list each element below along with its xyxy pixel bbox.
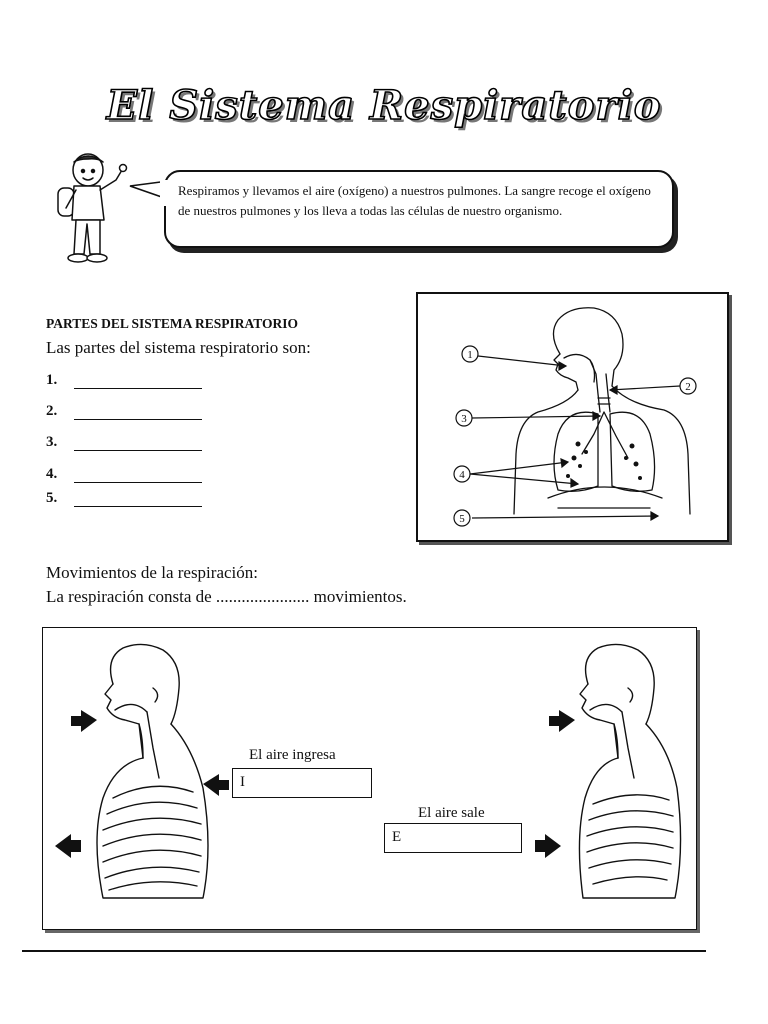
answer-blank[interactable] bbox=[74, 506, 202, 507]
inhale-field-text: I bbox=[240, 774, 245, 790]
bottom-divider bbox=[22, 950, 706, 952]
answer-number: 4. bbox=[46, 466, 58, 482]
answer-row-3[interactable] bbox=[46, 434, 246, 454]
exhale-answer-field[interactable] bbox=[384, 823, 522, 853]
answer-blank[interactable] bbox=[74, 419, 202, 420]
parts-heading: PARTES DEL SISTEMA RESPIRATORIO bbox=[46, 316, 298, 331]
inhale-label: El aire ingresa bbox=[249, 747, 336, 763]
movements-title: Movimientos de la respiración: bbox=[46, 563, 258, 582]
answer-row-1[interactable] bbox=[46, 372, 246, 392]
intro-text: Respiramos y llevamos el aire (oxígeno) a nuestros pulmones. La sangre recoge el oxígeno de nuestros pulmones y los lleva a todas las células de nuestro organismo. bbox=[178, 183, 651, 218]
diagram-label-1: 1 bbox=[467, 349, 473, 361]
exhale-label: El aire sale bbox=[418, 805, 485, 821]
respiratory-illustration bbox=[418, 294, 727, 540]
answer-number: 5. bbox=[46, 490, 58, 506]
page-title: El Sistema Respiratorio bbox=[106, 82, 662, 129]
diagram-label-3: 3 bbox=[461, 413, 467, 425]
inhale-answer-field[interactable] bbox=[232, 768, 372, 798]
diagram-label-4: 4 bbox=[459, 469, 465, 481]
answer-number: 2. bbox=[46, 403, 58, 419]
parts-intro: Las partes del sistema respiratorio son: bbox=[46, 338, 311, 357]
speech-bubble-joint bbox=[160, 180, 170, 206]
diagram-label-5: 5 bbox=[459, 513, 465, 525]
respiratory-diagram bbox=[416, 292, 729, 542]
exhale-field-text: E bbox=[392, 829, 402, 845]
answer-row-2[interactable] bbox=[46, 403, 246, 423]
movements-sentence: La respiración consta de ...................... movimientos. bbox=[46, 587, 407, 606]
child-illustration bbox=[50, 150, 132, 265]
answer-row-4[interactable] bbox=[46, 466, 246, 486]
answer-number: 1. bbox=[46, 372, 58, 388]
answer-blank[interactable] bbox=[74, 482, 202, 483]
answer-blank[interactable] bbox=[74, 388, 202, 389]
diagram-label-2: 2 bbox=[685, 381, 691, 393]
answer-row-5[interactable] bbox=[46, 490, 246, 510]
answer-number: 3. bbox=[46, 434, 58, 450]
answer-blank[interactable] bbox=[74, 450, 202, 451]
speech-bubble bbox=[164, 170, 674, 248]
